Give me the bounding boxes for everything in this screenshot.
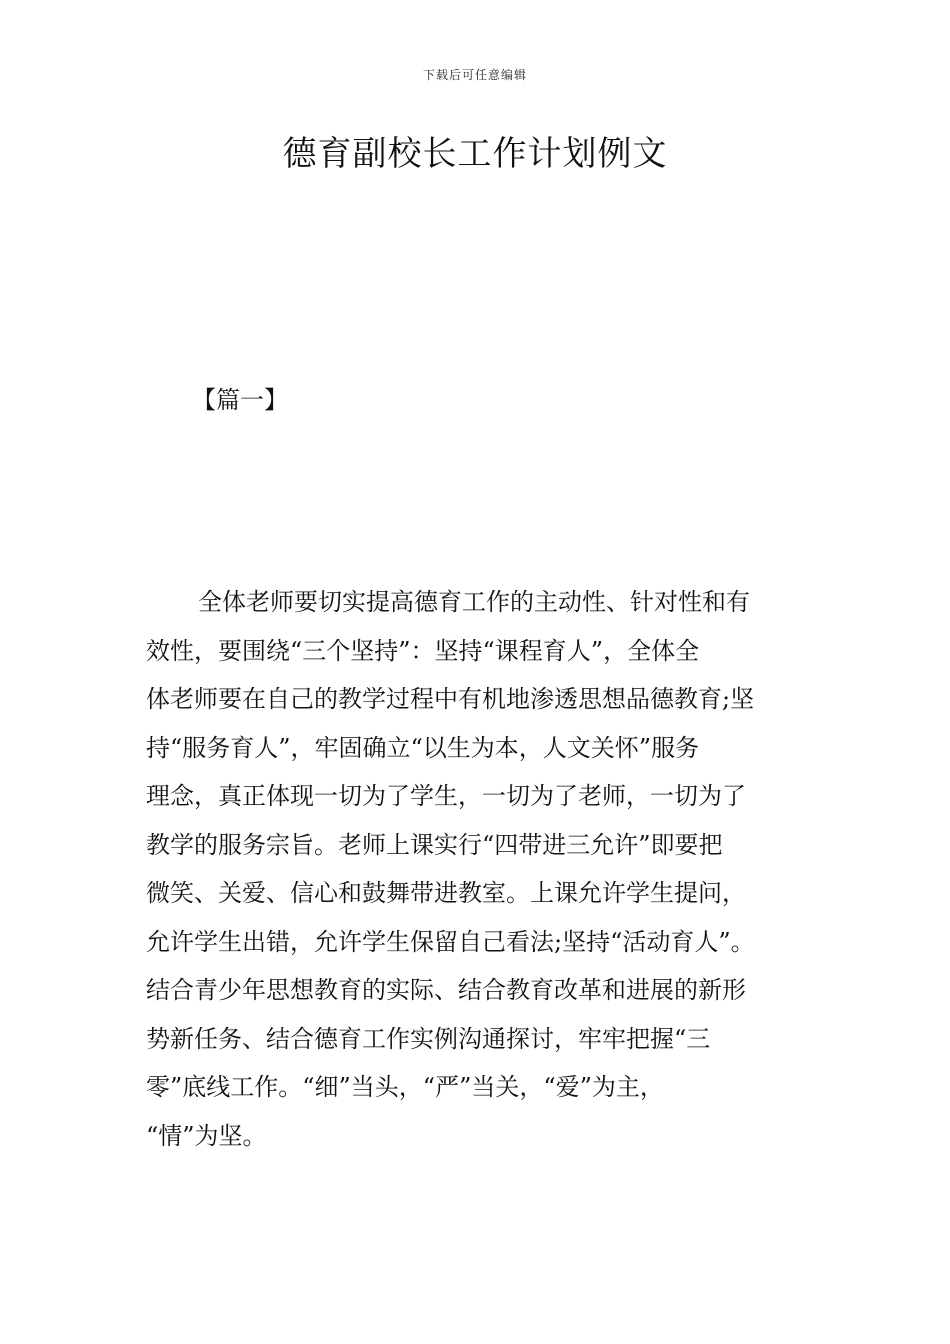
body-line: 全体老师要切实提高德育工作的主动性、针对性和有 (198, 588, 750, 616)
body-line: 持“服务育人”，牢固确立“以生为本，人文关怀”服务 (146, 733, 700, 762)
body-line: 效性，要围绕“三个坚持”：坚持“课程育人”，全体全 (146, 636, 700, 665)
document-title: 德育副校长工作计划例文 (282, 134, 668, 174)
body-line: “情”为坚。 (146, 1121, 267, 1150)
body-line: 教学的服务宗旨。老师上课实行“四带进三允许”即要把 (146, 830, 723, 859)
section-label: 【篇一】 (192, 386, 288, 414)
body-line: 零”底线工作。“细”当头，“严”当关，“爱”为主， (146, 1073, 664, 1101)
body-line: 微笑、关爱、信心和鼓舞带进教室。上课允许学生提问， (146, 879, 746, 907)
body-line: 允许学生出错，允许学生保留自己看法;坚持“活动育人”。 (146, 927, 755, 956)
body-line: 体老师要在自己的教学过程中有机地渗透思想品德教育;坚 (146, 685, 755, 713)
body-line: 理念，真正体现一切为了学生，一切为了老师，一切为了 (146, 782, 746, 810)
header-note: 下载后可任意编辑 (422, 68, 527, 82)
body-line: 结合青少年思想教育的实际、结合教育改革和进展的新形 (146, 976, 746, 1004)
body-line: 势新任务、结合德育工作实例沟通探讨，牢牢把握“三 (146, 1024, 711, 1053)
body-paragraph (146, 578, 826, 1160)
